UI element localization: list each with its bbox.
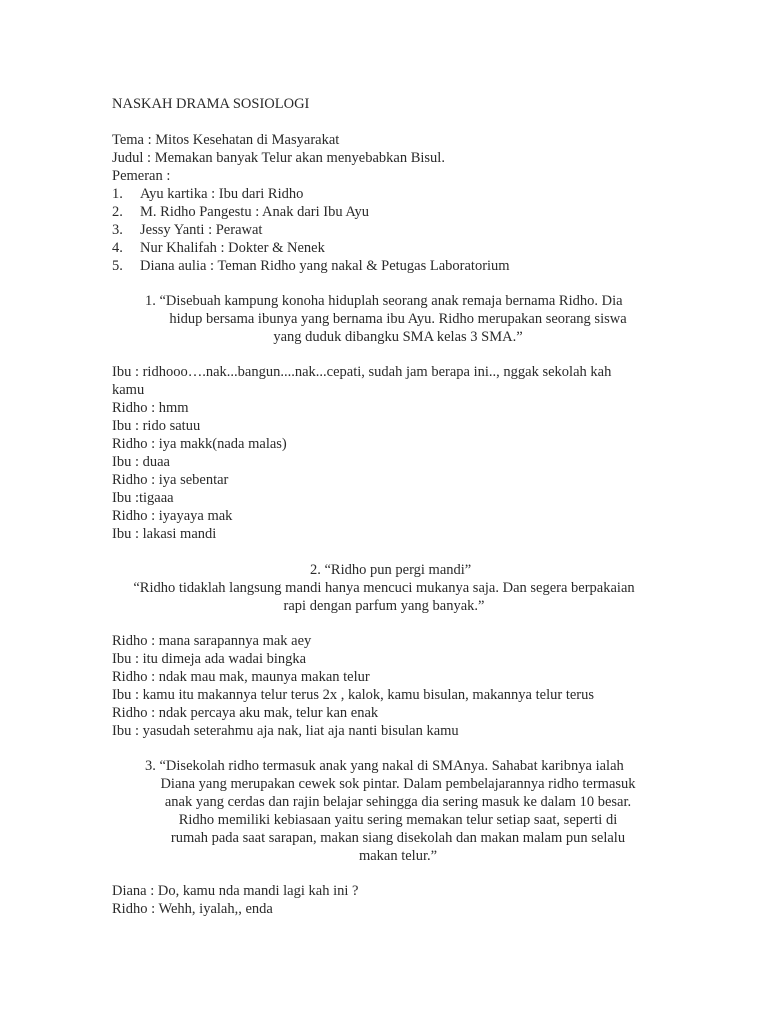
cast-text: Nur Khalifah : Dokter & Nenek — [140, 240, 325, 256]
judul-line: Judul : Memakan banyak Telur akan menyebabkan Bisul. — [112, 150, 445, 166]
narration-line: rumah pada saat sarapan, makan siang disekolah dan makan malam pun selalu — [170, 830, 626, 846]
dialog-line: Ibu : ridhooo….nak...bangun....nak...cepati, sudah jam berapa ini.., nggak sekolah kah — [112, 364, 612, 380]
document-title: NASKAH DRAMA SOSIOLOGI — [112, 96, 310, 112]
cast-number: 3. — [112, 222, 123, 238]
dialog-line: Ridho : iyayaya mak — [112, 508, 233, 524]
narration-line: 3. “Disekolah ridho termasuk anak yang nakal di SMAnya. Sahabat karibnya ialah — [145, 758, 624, 774]
cast-text: Ayu kartika : Ibu dari Ridho — [140, 186, 304, 202]
narration-line: hidup bersama ibunya yang bernama ibu Ayu. Ridho merupakan seorang siswa — [169, 311, 627, 327]
narration-line: anak yang cerdas dan rajin belajar sehingga dia sering masuk ke dalam 10 besar. — [164, 794, 632, 810]
cast-number: 1. — [112, 186, 123, 202]
narration-line: 1. “Disebuah kampung konoha hiduplah seorang anak remaja bernama Ridho. Dia — [145, 293, 623, 309]
narration-line: makan telur.” — [358, 848, 438, 864]
dialog-line: Ridho : hmm — [112, 400, 189, 416]
cast-number: 2. — [112, 204, 123, 220]
dialog-line: Ridho : iya sebentar — [112, 472, 229, 488]
dialog-line: Ibu : lakasi mandi — [112, 526, 217, 542]
dialog-line: Ibu : yasudah seterahmu aja nak, liat aja nanti bisulan kamu — [112, 723, 459, 739]
cast-text: Jessy Yanti : Perawat — [140, 222, 263, 238]
dialog-line: Ibu : rido satuu — [112, 418, 201, 434]
dialog-line: Ridho : ndak mau mak, maunya makan telur — [112, 669, 370, 685]
narration-line: Diana yang merupakan cewek sok pintar. Dalam pembelajarannya ridho termasuk — [160, 776, 636, 792]
dialog-line: kamu — [112, 382, 145, 398]
dialog-line: Ibu : kamu itu makannya telur terus 2x , kalok, kamu bisulan, makannya telur terus — [112, 687, 595, 703]
narration-line: rapi dengan parfum yang banyak.” — [283, 598, 485, 614]
cast-number: 4. — [112, 240, 123, 256]
tema-line: Tema : Mitos Kesehatan di Masyarakat — [112, 132, 340, 148]
dialog-line: Ibu : itu dimeja ada wadai bingka — [112, 651, 307, 667]
dialog-line: Diana : Do, kamu nda mandi lagi kah ini ? — [112, 883, 359, 899]
dialog-line: Ridho : ndak percaya aku mak, telur kan enak — [112, 705, 379, 721]
narration-line: 2. “Ridho pun pergi mandi” — [310, 562, 472, 578]
dialog-line: Ibu : duaa — [112, 454, 170, 470]
dialog-line: Ridho : Wehh, iyalah,, enda — [112, 901, 273, 917]
dialog-line: Ibu :tigaaa — [112, 490, 174, 506]
narration-line: “Ridho tidaklah langsung mandi hanya mencuci mukanya saja. Dan segera berpakaian — [133, 580, 635, 596]
pemeran-label: Pemeran : — [112, 168, 171, 184]
dialog-line: Ridho : mana sarapannya mak aey — [112, 633, 312, 649]
cast-number: 5. — [112, 258, 123, 274]
cast-text: M. Ridho Pangestu : Anak dari Ibu Ayu — [140, 204, 370, 220]
dialog-line: Ridho : iya makk(nada malas) — [112, 436, 287, 452]
narration-line: Ridho memiliki kebiasaan yaitu sering memakan telur setiap saat, seperti di — [178, 812, 618, 828]
narration-line: yang duduk dibangku SMA kelas 3 SMA.” — [273, 329, 523, 345]
cast-text: Diana aulia : Teman Ridho yang nakal & Petugas Laboratorium — [140, 258, 510, 274]
